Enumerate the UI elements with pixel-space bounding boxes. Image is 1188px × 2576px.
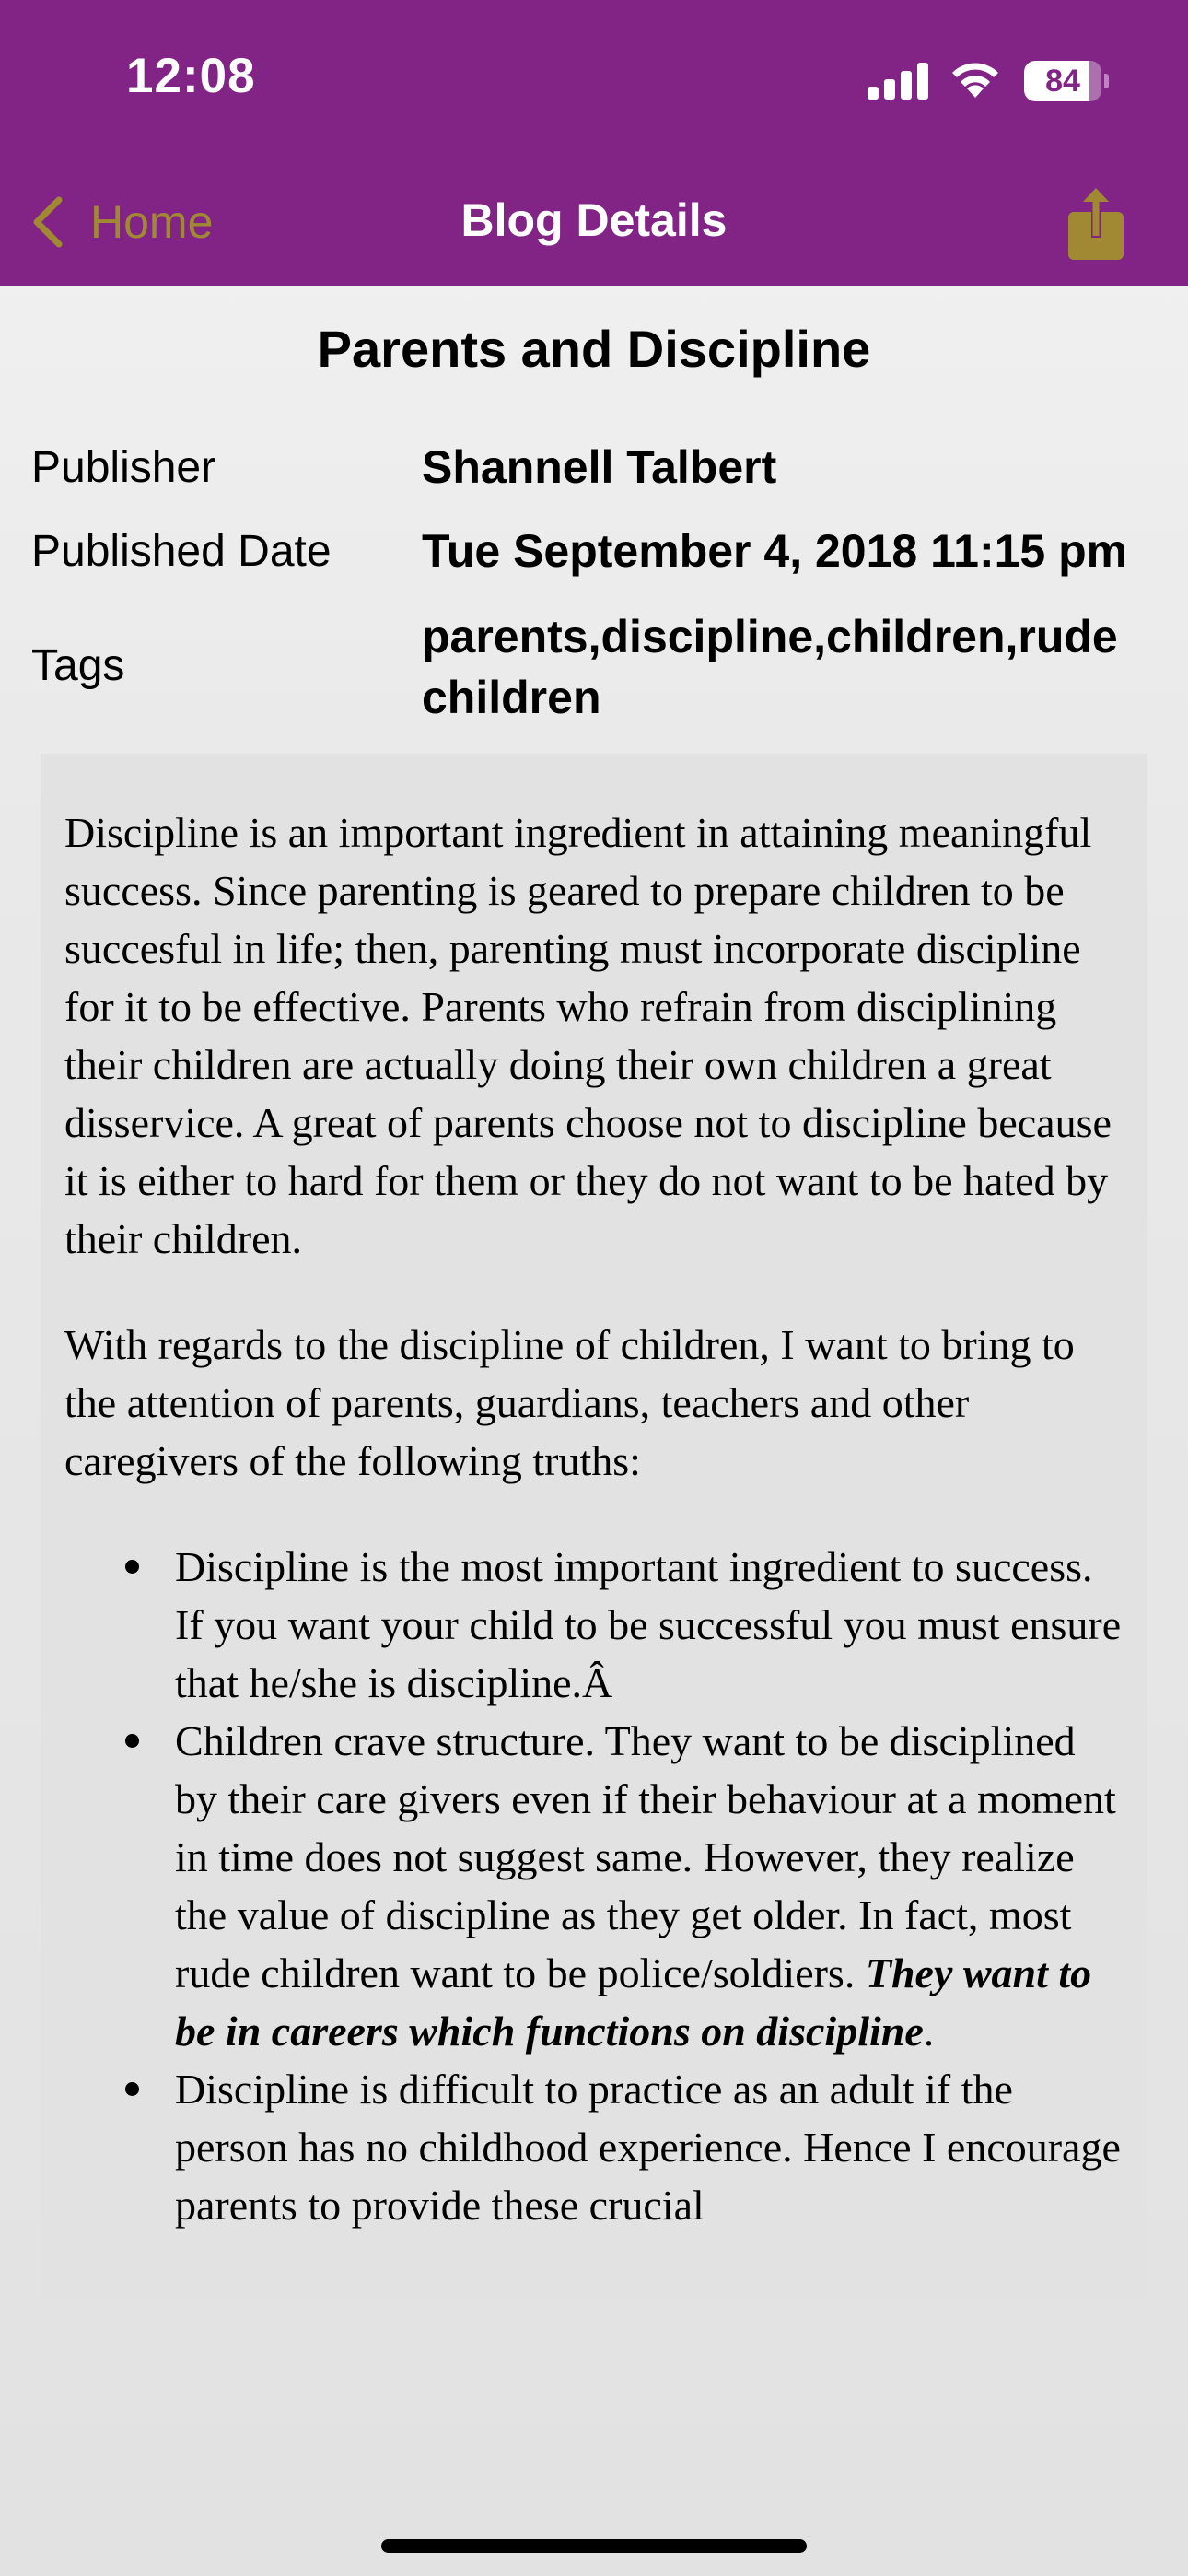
- body-paragraph: With regards to the discipline of children, I want to bring to the attention of parents, guardians, teachers and other caregivers of the following truths:: [64, 1321, 1075, 1484]
- post-title: Parents and Discipline: [317, 320, 871, 378]
- tags-value: parents,discipline,children,rude children: [422, 611, 1118, 723]
- share-icon[interactable]: [1066, 188, 1125, 262]
- truths-list: [64, 1538, 1124, 2234]
- list-item: [64, 1538, 1124, 1712]
- battery-level: 84: [1045, 64, 1080, 99]
- list-item: [64, 2060, 1124, 2234]
- app-header: [0, 0, 1188, 286]
- status-time: 12:08: [126, 49, 256, 103]
- home-indicator[interactable]: [381, 2539, 807, 2553]
- tags-label: Tags: [31, 641, 125, 690]
- list-item: [64, 1712, 1124, 2060]
- bullet-icon: [125, 2082, 139, 2096]
- post-body: [41, 754, 1147, 2300]
- list-item-text: Children crave structure. They want to be disciplined by their care givers even if their behaviour at a moment in time does not suggest same. However, they realize the value of discipline as they get older. In fact, most rude children want to be police/soldiers.: [175, 1717, 1116, 1996]
- battery-icon: [1024, 61, 1109, 101]
- bullet-icon: [125, 1734, 139, 1748]
- list-item-text: Discipline is difficult to practice as an adult if the person has no childhood experience. Hence I encourage parents to provide these crucial: [175, 2066, 1121, 2229]
- list-item-text: Discipline is the most important ingredient to success. If you want your child to be successful you must ensure that he/she is discipline.Â: [175, 1543, 1122, 1706]
- publisher-label: Publisher: [31, 443, 216, 492]
- bullet-icon: [125, 1560, 139, 1574]
- published-date-label: Published Date: [31, 527, 332, 576]
- wifi-icon: [949, 57, 1002, 100]
- back-button-label: Home: [90, 196, 214, 248]
- publisher-value: Shannell Talbert: [422, 441, 777, 493]
- cellular-signal-icon: [868, 60, 928, 100]
- list-item-emphasis: They want to be in careers which functions on discipline: [175, 1950, 1092, 2055]
- published-date-value: Tue September 4, 2018 11:15 pm: [422, 525, 1128, 577]
- list-item-end: .: [923, 2008, 935, 2055]
- body-paragraph: Discipline is an important ingredient in attaining meaningful success. Since parenting is geared to prepare children to be succesful in life; then, parenting must incorporate discipline for it to be effective. Parents who refrain from disciplining their children are actually doing their own children a great disservice. A great of parents choose not to discipline because it is either to hard for them or they do not want to be hated by their children.: [64, 809, 1112, 1262]
- page-title: Blog Details: [460, 194, 728, 246]
